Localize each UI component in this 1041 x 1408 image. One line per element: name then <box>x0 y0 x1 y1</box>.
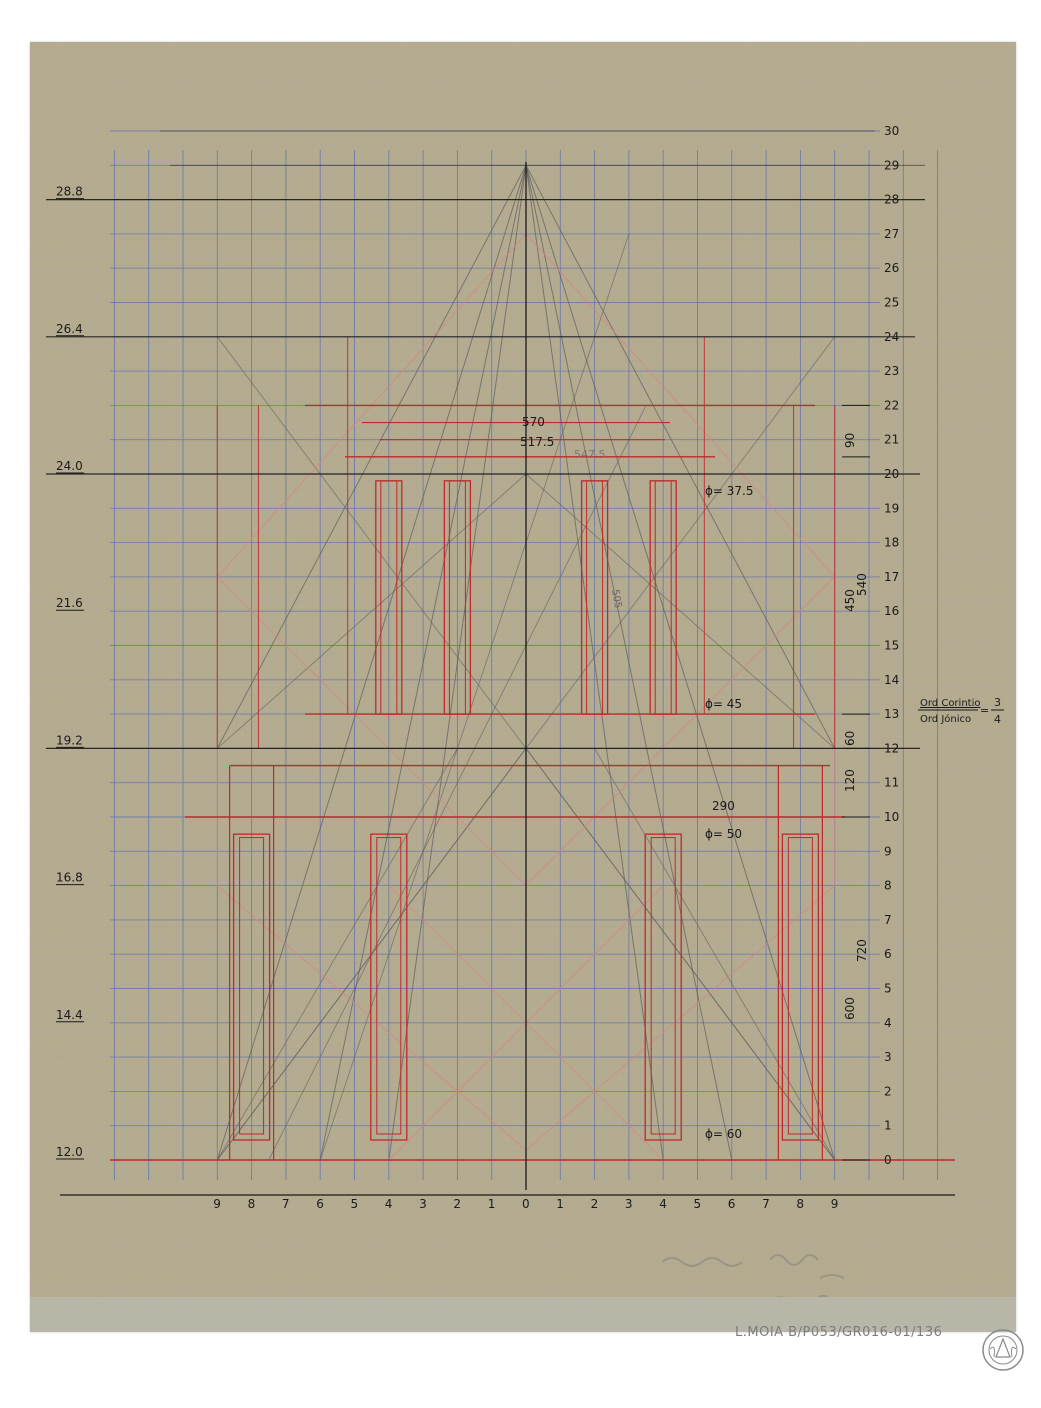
faint-width-label: 547.5 <box>574 448 606 461</box>
bottom-scale-number: 9 <box>213 1197 221 1211</box>
bottom-scale-number: 6 <box>316 1197 324 1211</box>
institution-seal <box>980 1327 1026 1373</box>
diameter-label-base: ϕ= 60 <box>705 1127 743 1141</box>
bottom-scale-number: 2 <box>453 1197 462 1211</box>
right-scale-number: 4 <box>884 1015 892 1030</box>
dimension-600: 600 <box>843 997 857 1020</box>
right-scale-number: 7 <box>884 912 892 927</box>
ratio-upper-value: 3 <box>994 696 1001 709</box>
left-level-label: 26.4 <box>56 321 83 336</box>
left-level-label: 24.0 <box>56 459 83 473</box>
right-scale-number: 17 <box>884 569 900 584</box>
bottom-scale-number: 5 <box>350 1197 359 1211</box>
right-scale-number: 21 <box>884 432 900 447</box>
right-scale-number: 29 <box>884 158 900 173</box>
faint-vertical-label: 505 <box>609 588 624 610</box>
ratio-equals: = <box>980 704 990 717</box>
bottom-scale-number: 1 <box>487 1197 496 1211</box>
ratio-lower-value: 4 <box>994 713 1001 726</box>
left-level-label: 12.0 <box>56 1145 83 1159</box>
elevation-drawing <box>30 42 1016 1332</box>
bottom-scale-number: 7 <box>281 1197 290 1211</box>
bottom-scale-number: 1 <box>556 1197 564 1211</box>
bottom-scale-number: 5 <box>693 1197 702 1211</box>
drawing-labels <box>520 415 1004 1141</box>
dimension-540: 540 <box>855 573 869 596</box>
right-scale-number: 18 <box>884 535 900 550</box>
dimension-120: 120 <box>843 769 857 792</box>
diameter-label-lower: ϕ= 50 <box>705 827 743 841</box>
right-scale-number: 8 <box>884 878 892 893</box>
right-scale-number: 2 <box>884 1084 892 1099</box>
right-scale-number: 20 <box>884 467 900 481</box>
right-scale-number: 0 <box>884 1153 892 1167</box>
ratio-lower-label: Ord Jónico <box>920 714 972 725</box>
bottom-scale-number: 3 <box>419 1197 427 1211</box>
dimension-450: 450 <box>843 589 857 612</box>
top-width-label: 570 <box>522 415 545 429</box>
left-level-label: 16.8 <box>56 870 83 885</box>
right-scale-number: 3 <box>884 1050 892 1065</box>
intercolumn-label: 290 <box>712 799 735 813</box>
bottom-scale-number: 6 <box>727 1197 736 1211</box>
right-scale-number: 13 <box>884 707 900 722</box>
bottom-scale-number: 4 <box>659 1197 667 1211</box>
left-level-label: 14.4 <box>56 1007 83 1022</box>
right-scale-number: 23 <box>884 364 900 379</box>
bottom-scale-number: 7 <box>762 1197 770 1211</box>
right-scale-number: 24 <box>884 329 900 344</box>
right-scale-number: 1 <box>884 1118 892 1133</box>
right-scale-number: 9 <box>884 844 892 859</box>
catalogue-reference: L.MOIA B/P053/GR016-01/136 <box>735 1325 943 1340</box>
right-scale-number: 26 <box>884 261 900 276</box>
bottom-scale-number: 8 <box>796 1197 805 1211</box>
right-scale-number: 30 <box>884 124 900 138</box>
right-scale-number: 11 <box>884 775 900 790</box>
dimension-90: 90 <box>843 432 857 448</box>
bottom-scale-number: 9 <box>830 1197 839 1211</box>
left-level-label: 21.6 <box>56 596 83 611</box>
right-scale-number: 16 <box>884 604 900 619</box>
right-scale-number: 19 <box>884 501 900 516</box>
right-scale-number: 12 <box>884 741 900 756</box>
left-level-label: 19.2 <box>56 733 83 748</box>
bottom-scale-number: 0 <box>522 1197 530 1211</box>
diameter-label-middle: ϕ= 45 <box>705 697 743 711</box>
bottom-scale-number: 4 <box>384 1197 393 1211</box>
dimension-60: 60 <box>843 730 857 746</box>
right-scale-number: 6 <box>884 947 892 962</box>
bottom-scale-number: 8 <box>247 1197 256 1211</box>
top-width-inner-label: 517.5 <box>520 435 555 449</box>
right-scale-number: 10 <box>884 810 900 824</box>
right-scale-number: 5 <box>884 981 892 996</box>
right-scale-number: 25 <box>884 295 900 310</box>
diameter-label-upper: ϕ= 37.5 <box>705 484 754 498</box>
right-scale-number: 22 <box>884 398 900 413</box>
bottom-scale-number: 3 <box>624 1197 633 1211</box>
bottom-scale-number: 2 <box>590 1197 599 1211</box>
graphite-construction-line <box>320 234 629 1160</box>
drawing-sheet <box>30 42 1016 1332</box>
right-scale-number: 27 <box>884 226 900 241</box>
right-scale-number: 28 <box>884 192 900 207</box>
right-scale-number: 14 <box>884 672 900 687</box>
dimension-720: 720 <box>855 939 869 962</box>
graph-paper-fine-grid <box>30 42 1016 1297</box>
right-scale-number: 15 <box>884 638 900 653</box>
ratio-upper-label: Ord Corintio <box>920 698 981 709</box>
left-level-label: 28.8 <box>56 184 83 199</box>
